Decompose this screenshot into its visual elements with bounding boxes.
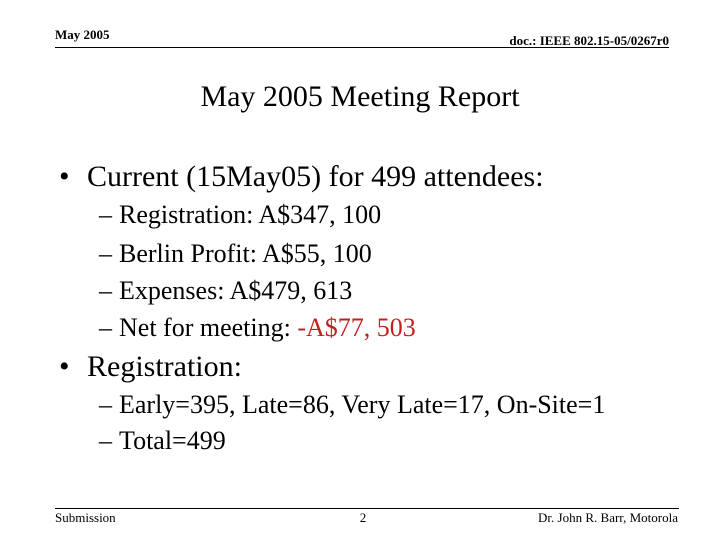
sub-item-berlin-profit: [99, 239, 372, 269]
header-doc-id: doc.: IEEE 802.15-05/0267r0: [509, 33, 669, 48]
footer-submission: Submission: [55, 510, 116, 525]
footer-page-number: 2: [359, 510, 367, 525]
sub-item-expenses: [99, 276, 352, 306]
header-rule: [55, 47, 669, 48]
sub-item-value: A$347, 100: [258, 200, 382, 229]
footer-author: Dr. John R. Barr, Motorola: [538, 510, 678, 525]
dash-icon: –: [99, 313, 112, 342]
dash-icon: –: [99, 200, 112, 229]
dash-icon: –: [99, 390, 112, 419]
bullet-dot-icon: •: [59, 160, 70, 193]
slide-title: May 2005 Meeting Report: [200, 80, 520, 113]
sub-item-text: Early=395, Late=86, Very Late=17, On-Site=1: [119, 390, 606, 419]
sub-item-total: [99, 426, 226, 456]
sub-item-text: Total=499: [119, 426, 226, 455]
dash-icon: –: [99, 276, 112, 305]
bullet-current: [59, 160, 544, 194]
sub-item-value: A$479, 613: [229, 276, 353, 305]
net-value-negative: -A$77, 503: [297, 313, 416, 342]
footer-rule: [55, 508, 679, 509]
sub-item-label: Net for meeting:: [119, 313, 298, 342]
bullet-dot-icon: •: [59, 350, 70, 383]
bullet-registration: [59, 350, 242, 384]
sub-item-registration-breakdown: [99, 390, 605, 420]
bullet-text: Registration:: [87, 350, 242, 383]
dash-icon: –: [99, 426, 112, 455]
sub-item-registration: [99, 200, 381, 230]
dash-icon: –: [99, 239, 112, 268]
header-date: May 2005: [55, 27, 110, 42]
sub-item-label: Berlin Profit:: [119, 239, 262, 268]
sub-item-label: Registration:: [119, 200, 259, 229]
sub-item-net-for-meeting: [99, 313, 416, 343]
bullet-text: Current (15May05) for 499 attendees:: [87, 160, 544, 193]
sub-item-label: Expenses:: [119, 276, 230, 305]
sub-item-value: A$55, 100: [262, 239, 372, 268]
